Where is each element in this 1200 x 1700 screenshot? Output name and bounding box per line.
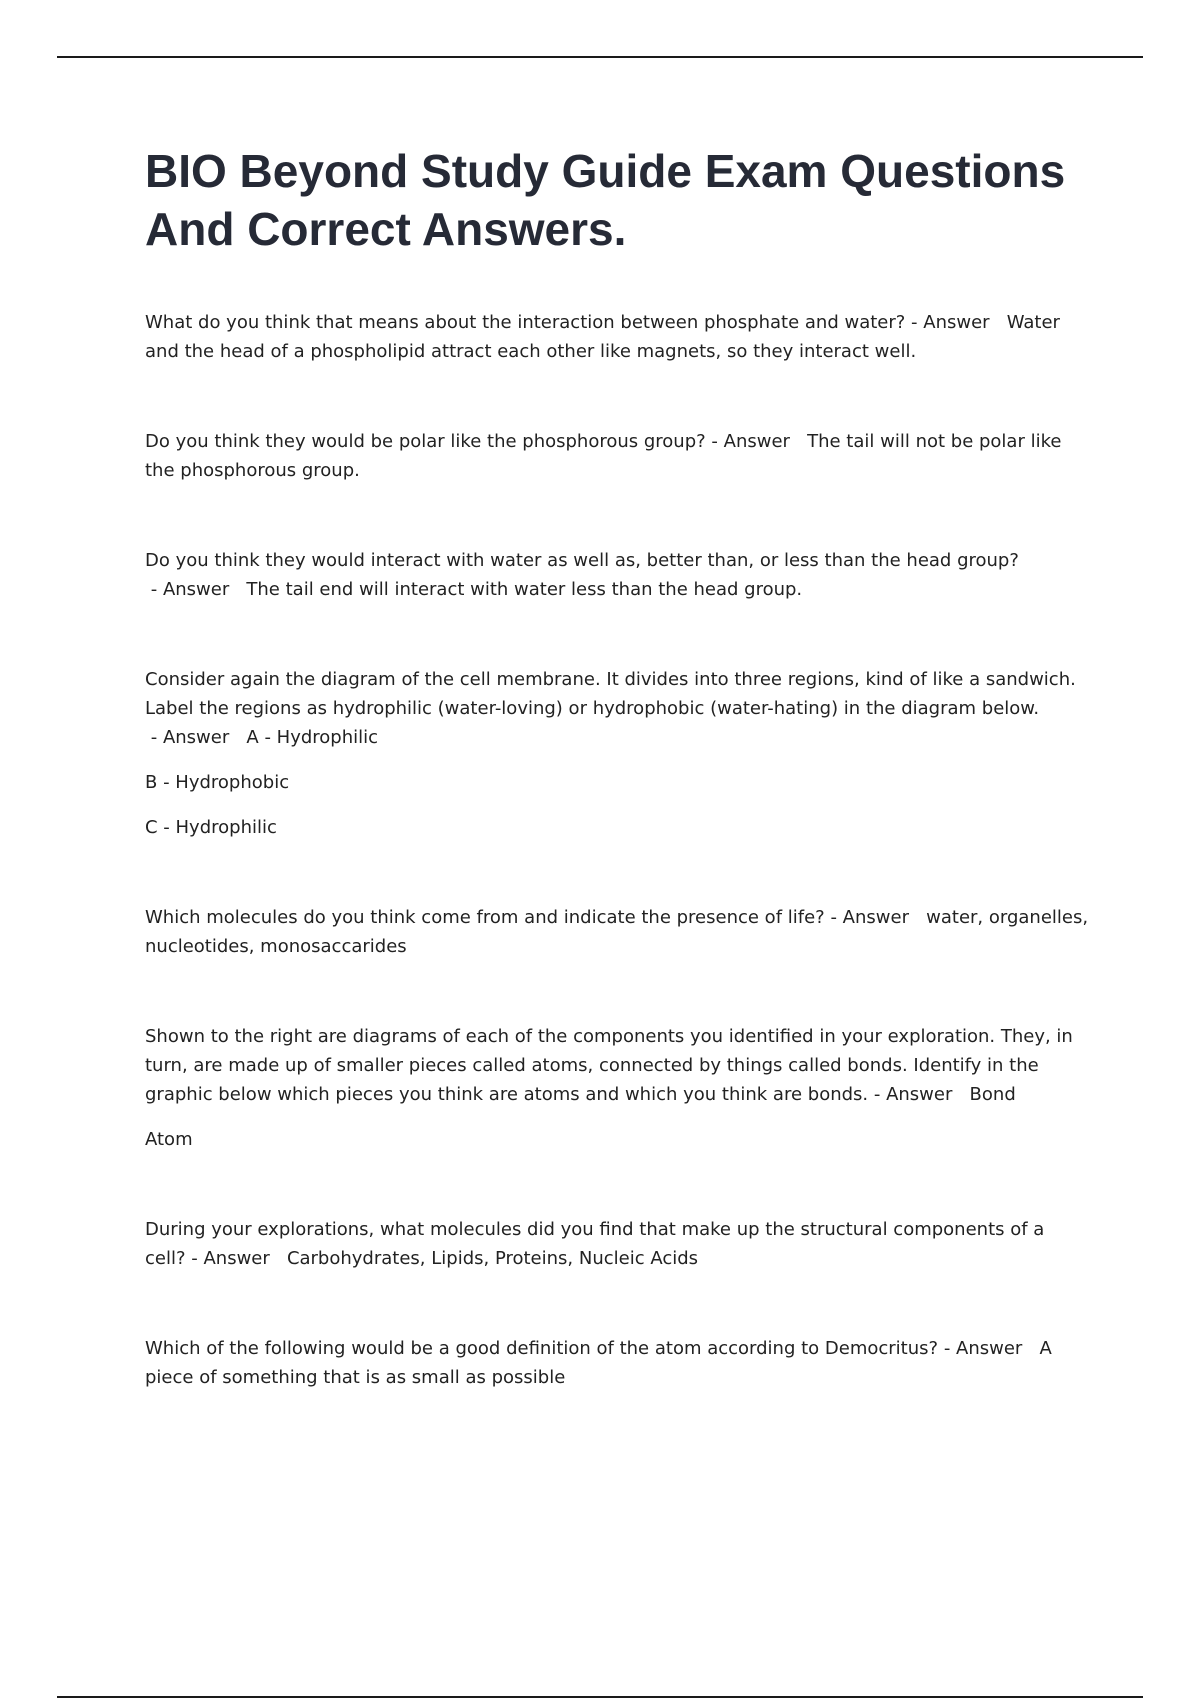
qa-item xyxy=(145,903,1090,961)
document-body xyxy=(145,142,1090,1453)
answer-separator: - Answer xyxy=(145,727,247,748)
answer-text: Bond xyxy=(969,1084,1016,1105)
answer-text: A piece of something that is as small as possible xyxy=(145,1338,1052,1388)
qa-item xyxy=(145,308,1090,366)
answer-line: C - Hydrophilic xyxy=(145,817,277,838)
qa-item xyxy=(145,1215,1090,1273)
answer-text: The tail will not be polar like the phosphorous group. xyxy=(145,431,1062,481)
answer-text: Water and the head of a phospholipid attract each other like magnets, so they interact well. xyxy=(145,312,1060,362)
question-text: What do you think that means about the interaction between phosphate and water? xyxy=(145,312,906,333)
question-text: During your explorations, what molecules did you find that make up the structural components of a cell? xyxy=(145,1219,1045,1269)
question-text: Consider again the diagram of the cell membrane. It divides into three regions, kind of like a sandwich. Label the regions as hydrophilic (water-loving) or hydrophobic (water-hating) in the diagram below. xyxy=(145,669,1076,719)
qa-item xyxy=(145,427,1090,485)
answer-separator: - Answer xyxy=(705,431,808,452)
qa-list xyxy=(145,308,1090,1392)
answer-separator: - Answer xyxy=(905,312,1007,333)
answer-text: The tail end will interact with water less than the head group. xyxy=(246,579,803,600)
answer-text: Carbohydrates, Lipids, Proteins, Nucleic Acids xyxy=(286,1248,699,1269)
document-title: BIO Beyond Study Guide Exam Questions And Correct Answers. xyxy=(145,145,1066,255)
qa-item xyxy=(145,1022,1090,1154)
answer-line: Atom xyxy=(145,1129,193,1150)
answer-text: water, organelles, nucleotides, monosaccarides xyxy=(145,907,1089,957)
question-text: Shown to the right are diagrams of each of the components you identified in your exploration. They, in turn, are made up of smaller pieces called atoms, connected by things called bonds. Identify in the graphic below which pieces you think are atoms and which you think are bonds. xyxy=(145,1026,1073,1105)
bottom-rule xyxy=(57,1696,1143,1698)
top-rule xyxy=(57,56,1143,58)
answer-line: B - Hydrophobic xyxy=(145,772,290,793)
question-text: Which of the following would be a good definition of the atom according to Democritus? xyxy=(145,1338,939,1359)
answer-separator: - Answer xyxy=(868,1084,970,1105)
answer-separator: - Answer xyxy=(938,1338,1040,1359)
qa-item xyxy=(145,665,1090,842)
qa-item xyxy=(145,1334,1090,1392)
answer-text: A - Hydrophilic xyxy=(246,727,379,748)
answer-separator: - Answer xyxy=(145,579,247,600)
question-text: Do you think they would be polar like the phosphorous group? xyxy=(145,431,706,452)
question-text: Do you think they would interact with water as well as, better than, or less than the head group? xyxy=(145,550,1019,571)
answer-separator: - Answer xyxy=(185,1248,287,1269)
answer-separator: - Answer xyxy=(824,907,927,928)
qa-item xyxy=(145,546,1090,604)
question-text: Which molecules do you think come from and indicate the presence of life? xyxy=(145,907,825,928)
